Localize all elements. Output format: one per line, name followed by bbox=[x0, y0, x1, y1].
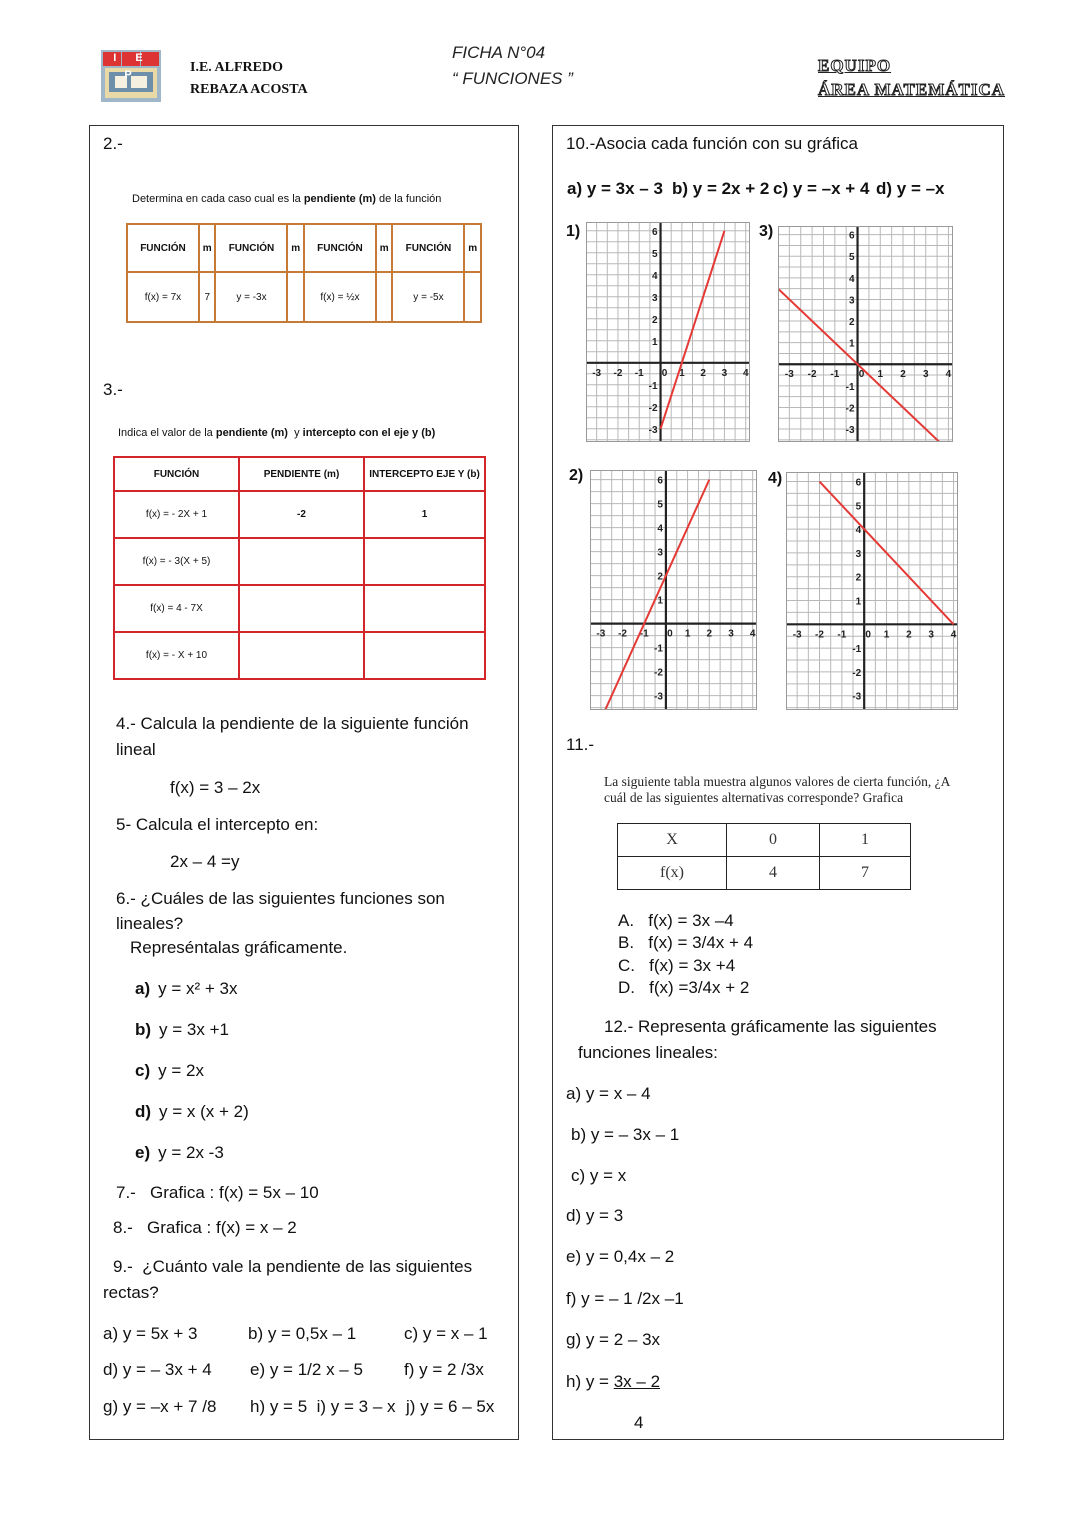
q7-text: 7.- Grafica : f(x) = 5x – 10 bbox=[116, 1183, 319, 1202]
q12-line2: funciones lineales: bbox=[578, 1043, 718, 1062]
y-tick-label: 5 bbox=[657, 499, 663, 511]
y-tick-label: -3 bbox=[845, 425, 855, 437]
x-tick-label: 2 bbox=[906, 629, 912, 641]
q3-cell: 1 bbox=[364, 491, 485, 538]
q10-function: a) y = 3x – 3 bbox=[567, 179, 663, 198]
q12-item: b) y = – 3x – 1 bbox=[571, 1125, 680, 1144]
q2-cell: 7 bbox=[199, 272, 216, 322]
q10-title: 10.-Asocia cada función con su gráfica bbox=[566, 134, 859, 153]
graph-number-1: 1) bbox=[566, 223, 581, 240]
x-tick-label: 2 bbox=[706, 628, 713, 640]
x-tick-label: -1 bbox=[639, 628, 649, 640]
graph-4 bbox=[786, 472, 958, 710]
y-tick-label: -3 bbox=[648, 424, 658, 436]
q3-answer-cell[interactable] bbox=[364, 632, 485, 679]
x-tick-label: -3 bbox=[592, 367, 602, 379]
x-tick-label: -3 bbox=[792, 629, 802, 641]
graph-3 bbox=[778, 226, 953, 442]
x-tick-label: 0 bbox=[858, 369, 865, 381]
x-tick-label: 2 bbox=[700, 367, 706, 379]
q11-text-line1: La siguiente tabla muestra algunos valores de cierta función, ¿A bbox=[604, 774, 951, 789]
graph-background bbox=[586, 222, 750, 442]
y-tick-label: 1 bbox=[855, 596, 862, 608]
q3-answer-cell[interactable] bbox=[239, 538, 364, 585]
ficha-number: FICHA N°04 bbox=[452, 43, 546, 62]
y-tick-label: -2 bbox=[654, 667, 663, 679]
q4-line2: lineal bbox=[116, 740, 156, 759]
x-tick-label: -2 bbox=[815, 629, 824, 641]
q11-cell: X bbox=[618, 824, 727, 857]
q6-option-expr: y = 3x +1 bbox=[159, 1020, 229, 1039]
q11-cell: 4 bbox=[727, 857, 820, 890]
q6-option-expr: y = x (x + 2) bbox=[159, 1102, 249, 1121]
graph-background bbox=[786, 472, 958, 710]
x-tick-label: -3 bbox=[596, 628, 606, 640]
q12-item-h bbox=[566, 1372, 660, 1392]
q12-item-h-prefix: h) y = bbox=[566, 1372, 614, 1391]
y-tick-label: 4 bbox=[657, 523, 663, 535]
y-tick-label: -3 bbox=[852, 691, 862, 703]
q6-option-label: c) bbox=[135, 1061, 151, 1080]
q3-instruction-bold: pendiente (m) bbox=[215, 427, 288, 439]
q4-expression: f(x) = 3 – 2x bbox=[170, 778, 261, 797]
y-tick-label: 2 bbox=[651, 314, 658, 326]
y-tick-label: 6 bbox=[855, 477, 862, 489]
y-tick-label: 4 bbox=[651, 270, 658, 282]
graph-number-4: 4) bbox=[768, 470, 783, 487]
x-tick-label: 2 bbox=[900, 369, 906, 381]
y-tick-label: -1 bbox=[648, 380, 658, 392]
y-tick-label: 2 bbox=[855, 572, 862, 584]
q2-number: 2.- bbox=[103, 134, 123, 153]
q12-item: e) y = 0,4x – 2 bbox=[566, 1247, 675, 1266]
y-tick-label: 5 bbox=[848, 252, 855, 264]
team-line1: EQUIPO bbox=[818, 56, 892, 75]
graph-background bbox=[590, 470, 757, 710]
y-tick-label: 6 bbox=[848, 230, 855, 242]
x-tick-label: -1 bbox=[837, 629, 847, 641]
q11-option-a: A. f(x) = 3x –4 bbox=[618, 911, 734, 930]
y-tick-label: 6 bbox=[651, 226, 658, 238]
y-tick-label: -1 bbox=[845, 381, 855, 393]
q12-item: a) y = x – 4 bbox=[566, 1084, 651, 1103]
q2-header-cell: m bbox=[464, 224, 481, 272]
q2-header-cell: m bbox=[287, 224, 304, 272]
q11-number: 11.- bbox=[566, 735, 595, 754]
q3-instruction-mid: y bbox=[287, 427, 303, 439]
x-tick-label: -2 bbox=[613, 367, 623, 379]
x-tick-label: 3 bbox=[721, 367, 728, 379]
y-tick-label: 3 bbox=[657, 547, 663, 559]
q2-header-cell: m bbox=[376, 224, 393, 272]
q9-item: f) y = 2 /3x bbox=[404, 1360, 484, 1379]
q11-option-d: D. f(x) =3/4x + 2 bbox=[618, 978, 750, 997]
x-tick-label: 0 bbox=[661, 367, 668, 379]
graph-number-3: 3) bbox=[759, 223, 774, 240]
q11-option-c: C. f(x) = 3x +4 bbox=[618, 956, 736, 975]
logo-text: I E P bbox=[113, 52, 151, 81]
ficha-topic: “ FUNCIONES ” bbox=[452, 69, 573, 88]
q8-text: 8.- Grafica : f(x) = x – 2 bbox=[113, 1218, 297, 1237]
q6-line1: 6.- ¿Cuáles de las siguientes funciones son bbox=[116, 889, 445, 908]
y-tick-label: -1 bbox=[852, 644, 862, 656]
q3-cell: f(x) = - 3(X + 5) bbox=[114, 538, 239, 585]
q3-answer-cell[interactable] bbox=[239, 632, 364, 679]
q12-item: g) y = 2 – 3x bbox=[566, 1330, 661, 1349]
y-tick-label: 5 bbox=[651, 248, 658, 260]
q2-cell: y = -5x bbox=[392, 272, 464, 322]
q5-text: 5- Calcula el intercepto en: bbox=[116, 815, 319, 834]
y-tick-label: 4 bbox=[848, 273, 855, 285]
x-tick-label: 1 bbox=[877, 369, 884, 381]
y-tick-label: 2 bbox=[657, 571, 663, 583]
q11-cell: 7 bbox=[820, 857, 911, 890]
y-tick-label: 2 bbox=[848, 317, 855, 329]
q6-option bbox=[135, 979, 238, 999]
q6-option-expr: y = x² + 3x bbox=[158, 979, 238, 998]
q11-cell: f(x) bbox=[618, 857, 727, 890]
q2-cell: y = -3x bbox=[215, 272, 287, 322]
q9-item: g) y = –x + 7 /8 bbox=[103, 1397, 217, 1416]
q9-item: d) y = – 3x + 4 bbox=[103, 1360, 212, 1379]
q2-header-cell: FUNCIÓN bbox=[304, 224, 376, 272]
q3-instruction-bold2: intercepto con el eje y (b) bbox=[302, 427, 436, 439]
q3-cell: f(x) = - X + 10 bbox=[114, 632, 239, 679]
q3-answer-cell[interactable] bbox=[239, 585, 364, 632]
team-name bbox=[818, 53, 1005, 101]
x-tick-label: 4 bbox=[749, 628, 756, 640]
q2-answer-cell[interactable] bbox=[376, 272, 393, 322]
x-tick-label: 1 bbox=[684, 628, 691, 640]
q3-number: 3.- bbox=[103, 380, 123, 399]
q3-cell: f(x) = - 2X + 1 bbox=[114, 491, 239, 538]
q6-option-label: a) bbox=[135, 979, 151, 998]
q6-line3: Represéntalas gráficamente. bbox=[130, 938, 348, 957]
q2-answer-cell[interactable] bbox=[287, 272, 304, 322]
school-name-line1: I.E. ALFREDO bbox=[190, 60, 283, 75]
q2-instruction-text: Determina en cada caso cual es la bbox=[132, 193, 304, 205]
page-number: 4 bbox=[634, 1413, 644, 1432]
q3-table bbox=[113, 456, 486, 680]
school-name-line2: REBAZA ACOSTA bbox=[190, 82, 308, 97]
q4-line1: 4.- Calcula la pendiente de la siguiente función bbox=[116, 714, 469, 733]
y-tick-label: 3 bbox=[651, 292, 658, 304]
q2-header-cell: FUNCIÓN bbox=[215, 224, 287, 272]
y-tick-label: -2 bbox=[648, 402, 658, 414]
q12-line1: 12.- Representa gráficamente las siguientes bbox=[604, 1017, 937, 1036]
q6-option-label: e) bbox=[135, 1143, 151, 1162]
x-tick-label: 1 bbox=[883, 629, 890, 641]
x-tick-label: 3 bbox=[728, 628, 734, 640]
q2-instruction-tail: de la función bbox=[375, 193, 442, 205]
x-tick-label: 4 bbox=[742, 367, 749, 379]
y-tick-label: 1 bbox=[657, 595, 663, 607]
y-tick-label: 1 bbox=[651, 336, 658, 348]
q2-header-cell: m bbox=[199, 224, 216, 272]
q6-option bbox=[135, 1102, 249, 1122]
q12-item: d) y = 3 bbox=[566, 1206, 624, 1225]
q11-text-line2: cuál de las siguientes alternativas corresponde? Grafica bbox=[604, 790, 904, 805]
q9-item: b) y = 0,5x – 1 bbox=[248, 1324, 357, 1343]
q6-option bbox=[135, 1061, 204, 1081]
q6-option bbox=[135, 1020, 229, 1040]
q2-instruction bbox=[132, 193, 441, 205]
y-tick-label: 6 bbox=[657, 475, 663, 487]
graph-2 bbox=[590, 470, 757, 710]
x-tick-label: -2 bbox=[807, 369, 817, 381]
graph-number-2: 2) bbox=[569, 467, 584, 484]
q11-cell: 0 bbox=[727, 824, 820, 857]
q2-cell: f(x) = 7x bbox=[127, 272, 199, 322]
school-name bbox=[190, 57, 308, 101]
q9-line2: rectas? bbox=[103, 1283, 159, 1302]
q11-text bbox=[604, 774, 950, 806]
y-tick-label: 5 bbox=[855, 501, 862, 513]
q2-header-cell: FUNCIÓN bbox=[392, 224, 464, 272]
y-tick-label: -1 bbox=[654, 643, 663, 655]
q6-option-expr: y = 2x bbox=[158, 1061, 204, 1080]
q10-function: d) y = –x bbox=[876, 179, 945, 198]
worksheet-title bbox=[452, 40, 573, 92]
q12-item-h-expr: 3x – 2 bbox=[613, 1372, 661, 1391]
q12-item: c) y = x bbox=[571, 1166, 627, 1185]
q3-cell: f(x) = 4 - 7X bbox=[114, 585, 239, 632]
y-tick-label: 4 bbox=[855, 525, 862, 537]
q9-item: a) y = 5x + 3 bbox=[103, 1324, 198, 1343]
x-tick-label: 3 bbox=[922, 369, 929, 381]
q2-cell: f(x) = ½x bbox=[304, 272, 376, 322]
q3-header-cell: FUNCIÓN bbox=[114, 457, 239, 491]
q11-value-table bbox=[617, 823, 911, 890]
x-tick-label: -2 bbox=[618, 628, 627, 640]
q10-function: c) y = –x + 4 bbox=[773, 179, 870, 198]
q3-answer-cell[interactable] bbox=[364, 585, 485, 632]
q2-answer-cell[interactable] bbox=[464, 272, 481, 322]
q6-line2: lineales? bbox=[116, 914, 184, 933]
q3-cell: -2 bbox=[239, 491, 364, 538]
q3-instruction bbox=[118, 427, 435, 439]
y-tick-label: -2 bbox=[852, 667, 862, 679]
x-tick-label: -1 bbox=[830, 369, 840, 381]
q3-header-cell: INTERCEPTO EJE Y (b) bbox=[364, 457, 485, 491]
q10-function: b) y = 2x + 2 bbox=[672, 179, 770, 198]
x-tick-label: 0 bbox=[865, 629, 871, 641]
q2-instruction-bold: pendiente (m) bbox=[303, 193, 376, 205]
y-tick-label: -3 bbox=[654, 691, 663, 703]
q11-option-b: B. f(x) = 3/4x + 4 bbox=[618, 933, 754, 952]
graph-1 bbox=[586, 222, 750, 442]
x-tick-label: 1 bbox=[679, 367, 685, 379]
x-tick-label: 4 bbox=[950, 629, 957, 641]
q6-option bbox=[135, 1143, 224, 1163]
q6-option-expr: y = 2x -3 bbox=[158, 1143, 224, 1162]
q3-header-cell: PENDIENTE (m) bbox=[239, 457, 364, 491]
x-tick-label: 3 bbox=[928, 629, 934, 641]
q5-expression: 2x – 4 =y bbox=[170, 852, 240, 871]
x-tick-label: 4 bbox=[945, 369, 952, 381]
graph-background bbox=[778, 226, 953, 442]
q2-header-cell: FUNCIÓN bbox=[127, 224, 199, 272]
y-tick-label: 1 bbox=[848, 338, 855, 350]
q11-cell: 1 bbox=[820, 824, 911, 857]
q9-item: e) y = 1/2 x – 5 bbox=[250, 1360, 363, 1379]
x-tick-label: -1 bbox=[634, 367, 644, 379]
q6-option-label: d) bbox=[135, 1102, 152, 1121]
team-line2: ÁREA MATEMÁTICA bbox=[818, 80, 1006, 99]
y-tick-label: 3 bbox=[848, 295, 855, 307]
q9-item: j) y = 6 – 5x bbox=[406, 1397, 495, 1416]
x-tick-label: 0 bbox=[667, 628, 673, 640]
q9-item: h) y = 5 i) y = 3 – x bbox=[250, 1397, 396, 1416]
y-tick-label: 3 bbox=[855, 548, 862, 560]
q9-line1: 9.- ¿Cuánto vale la pendiente de las siguientes bbox=[113, 1257, 473, 1276]
q2-slope-table bbox=[126, 223, 482, 323]
y-tick-label: -2 bbox=[845, 403, 855, 415]
q9-item: c) y = x – 1 bbox=[404, 1324, 488, 1343]
q6-option-label: b) bbox=[135, 1020, 152, 1039]
q3-answer-cell[interactable] bbox=[364, 538, 485, 585]
q3-instruction-text: Indica el valor de la bbox=[118, 427, 216, 439]
x-tick-label: -3 bbox=[784, 369, 794, 381]
q12-item: f) y = – 1 /2x –1 bbox=[566, 1289, 684, 1308]
